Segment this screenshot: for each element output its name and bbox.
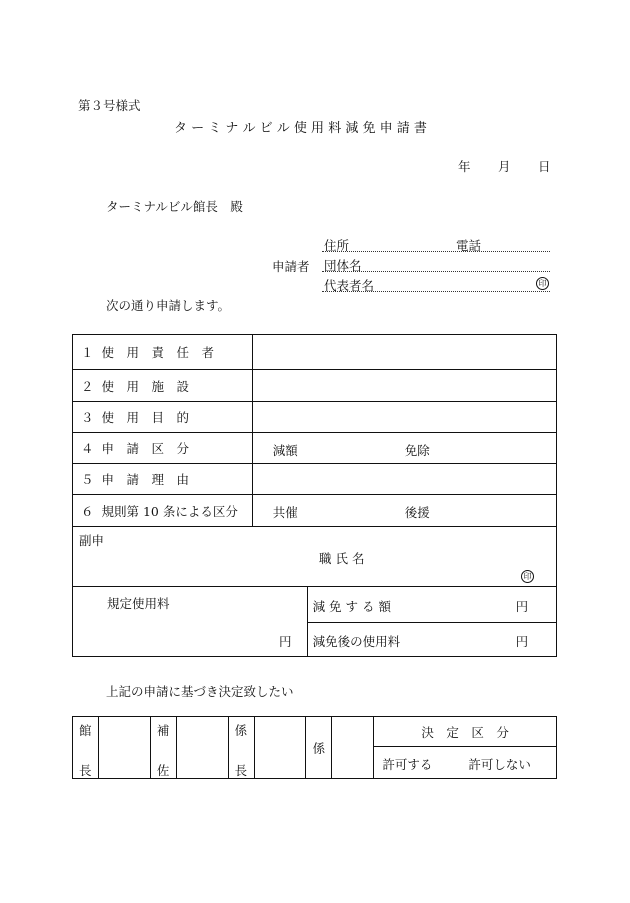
date-month: 月: [498, 159, 511, 174]
option-reduction[interactable]: 減額: [272, 443, 298, 458]
after-fee-label: 減免後の使用料: [312, 634, 401, 649]
option-cosponsor[interactable]: 共催: [272, 505, 298, 520]
vice-label: 副申: [79, 533, 105, 548]
table-row: [73, 495, 557, 527]
kakari-label-cell: 係: [306, 717, 332, 779]
row-label: ３ 使 用 目 的: [73, 402, 253, 433]
intro-text: 次の通り申請します。: [106, 298, 231, 313]
reduction-amount-label: 減 免 す る 額: [312, 599, 391, 614]
table-row: [73, 402, 557, 433]
application-table: [72, 334, 557, 657]
address-field[interactable]: [322, 236, 550, 252]
option-exemption[interactable]: 免除: [404, 443, 430, 458]
row-label: ２ 使 用 施 設: [73, 370, 253, 402]
after-fee-yen: 円: [515, 634, 529, 649]
phone-label: 電話: [456, 238, 482, 253]
address-label: 住所: [324, 238, 350, 253]
decision-options: [374, 747, 557, 779]
kancho-label-cell: [73, 717, 99, 779]
organization-field[interactable]: [322, 256, 550, 272]
row-label: ４ 申 請 区 分: [73, 433, 253, 464]
form-number: 第３号様式: [78, 98, 141, 113]
reduction-yen: 円: [515, 599, 529, 614]
row-value[interactable]: [252, 495, 556, 527]
row-value[interactable]: [252, 402, 556, 433]
kakari-char: 係: [234, 723, 248, 738]
sa-char: 佐: [156, 763, 170, 778]
addressee: ターミナルビル館長 殿: [106, 199, 243, 214]
row-label: １ 使 用 責 任 者: [73, 335, 253, 370]
approval-table: [72, 716, 557, 779]
representative-label: 代表者名: [324, 278, 375, 293]
table-row: [73, 370, 557, 402]
vice-seal-mark: 印: [521, 570, 534, 583]
table-row: [73, 464, 557, 495]
page-title: タ ー ミ ナ ル ビ ル 使 用 料 減 免 申 請 書: [174, 121, 427, 136]
kancho-stamp-cell[interactable]: [98, 717, 150, 779]
row-value[interactable]: [252, 433, 556, 464]
standard-fee-yen: 円: [279, 634, 292, 649]
fee-row: [73, 587, 557, 623]
table-row: [73, 433, 557, 464]
hosa-label-cell: [150, 717, 176, 779]
table-row: [73, 335, 557, 370]
row-value[interactable]: [252, 464, 556, 495]
row-label: ５ 申 請 理 由: [73, 464, 253, 495]
reduction-amount-cell[interactable]: [307, 587, 556, 623]
deny-option[interactable]: 許可しない: [468, 757, 531, 772]
organization-label: 団体名: [324, 258, 362, 273]
kakari-stamp-cell[interactable]: [332, 717, 374, 779]
row-value[interactable]: [252, 370, 556, 402]
date-day: 日: [538, 159, 551, 174]
kan-char: 館: [79, 723, 92, 738]
vice-cell[interactable]: [73, 527, 557, 587]
seal-mark: 印: [536, 277, 549, 290]
vice-row: [73, 527, 557, 587]
standard-fee-label: 規定使用料: [107, 596, 170, 611]
cho-char: 長: [234, 763, 248, 778]
date-year: 年: [458, 159, 471, 174]
row-label: ６ 規則第 10 条による区分: [73, 495, 253, 527]
after-fee-cell[interactable]: [307, 623, 556, 657]
applicant-label: 申請者: [272, 259, 310, 274]
permit-option[interactable]: 許可する: [382, 757, 433, 772]
row-value[interactable]: [252, 335, 556, 370]
kakaricho-stamp-cell[interactable]: [254, 717, 306, 779]
ho-char: 補: [156, 723, 170, 738]
decision-header: 決 定 区 分: [374, 717, 557, 747]
representative-field[interactable]: [322, 276, 550, 292]
cho-char: 長: [79, 763, 92, 778]
hosa-stamp-cell[interactable]: [176, 717, 228, 779]
standard-fee-cell[interactable]: [73, 587, 308, 657]
kakaricho-label-cell: [228, 717, 254, 779]
decision-text: 上記の申請に基づき決定致したい: [106, 684, 294, 699]
vice-name-label: 職 氏 名: [319, 551, 365, 566]
option-support[interactable]: 後援: [404, 505, 430, 520]
